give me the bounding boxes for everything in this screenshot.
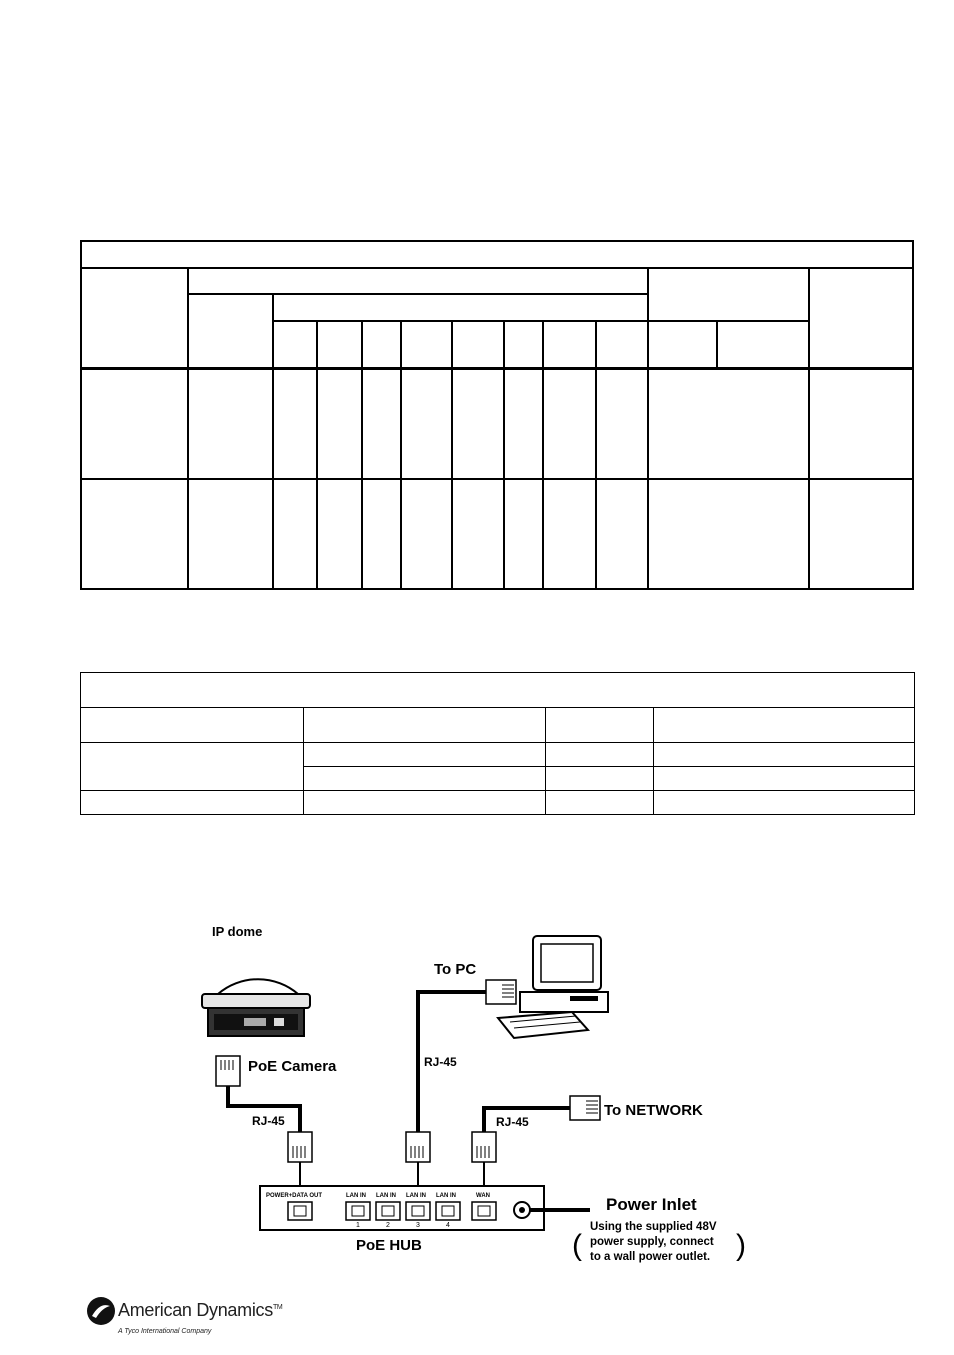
poe-hub-label: PoE HUB <box>356 1237 422 1254</box>
rj45-plug-icon <box>570 1096 600 1120</box>
port-lan-label: LAN IN <box>346 1193 366 1199</box>
paren-close: ) <box>736 1229 746 1262</box>
rj45-plug-icon <box>472 1132 496 1162</box>
table-cell <box>81 708 304 743</box>
brand-name <box>118 1300 282 1321</box>
ip-dome-label: IP dome <box>212 924 263 939</box>
port-number: 2 <box>386 1222 390 1229</box>
ethernet-port-icon <box>406 1202 430 1220</box>
table-cell <box>304 767 546 791</box>
table-cell <box>654 708 915 743</box>
port-number: 4 <box>446 1222 450 1229</box>
table-cell <box>546 791 654 815</box>
port-lan-label: LAN IN <box>406 1193 426 1199</box>
brand-tagline: A Tyco International Company <box>118 1328 212 1335</box>
table-cell <box>546 708 654 743</box>
ip-dome-camera-icon <box>202 979 310 1036</box>
table-cell <box>304 791 546 815</box>
trademark: TM <box>272 1304 283 1311</box>
american-dynamics-logo <box>84 1294 314 1342</box>
power-inlet-label: Power Inlet <box>606 1195 697 1214</box>
rj45-pc-label: RJ-45 <box>424 1055 457 1069</box>
table-title-cell <box>81 673 915 708</box>
rj45-plug-icon <box>288 1132 312 1162</box>
poe-connection-diagram <box>180 910 800 1280</box>
table-cell <box>304 708 546 743</box>
poe-camera-label: PoE Camera <box>248 1058 337 1075</box>
paren-open: ( <box>572 1229 582 1262</box>
table-cell <box>654 791 915 815</box>
ethernet-port-icon <box>346 1202 370 1220</box>
table-cell <box>654 767 915 791</box>
rj45-plug-icon <box>486 980 516 1004</box>
table-cell <box>654 743 915 767</box>
spec-table-1 <box>0 0 954 600</box>
power-jack-icon <box>514 1202 530 1218</box>
rj45-camera-label: RJ-45 <box>252 1114 285 1128</box>
brand-text: American Dynamics <box>118 1300 273 1320</box>
port-lan-label: LAN IN <box>436 1193 456 1199</box>
power-note-line: to a wall power outlet. <box>590 1251 711 1263</box>
ethernet-port-icon <box>436 1202 460 1220</box>
to-network-label: To NETWORK <box>604 1102 703 1119</box>
table-cell <box>546 767 654 791</box>
port-number: 3 <box>416 1222 420 1229</box>
rj45-plug-icon <box>216 1056 240 1086</box>
spec-table-2 <box>80 672 915 815</box>
to-pc-label: To PC <box>434 961 477 978</box>
rj45-network-label: RJ-45 <box>496 1115 529 1129</box>
ethernet-port-icon <box>376 1202 400 1220</box>
table-cell <box>546 743 654 767</box>
port-lan-label: LAN IN <box>376 1193 396 1199</box>
power-note-line: Using the supplied 48V <box>590 1221 717 1233</box>
power-note-line: power supply, connect <box>590 1236 714 1248</box>
port-power-data-label: POWER+DATA OUT <box>266 1193 323 1199</box>
table-cell <box>304 743 546 767</box>
table-cell <box>81 791 304 815</box>
port-number: 1 <box>356 1222 360 1229</box>
ethernet-port-icon <box>288 1202 312 1220</box>
rj45-plug-icon <box>406 1132 430 1162</box>
ethernet-port-icon <box>472 1202 496 1220</box>
port-wan-label: WAN <box>476 1193 490 1199</box>
table-cell <box>81 743 304 791</box>
american-dynamics-logo-icon <box>86 1296 116 1326</box>
